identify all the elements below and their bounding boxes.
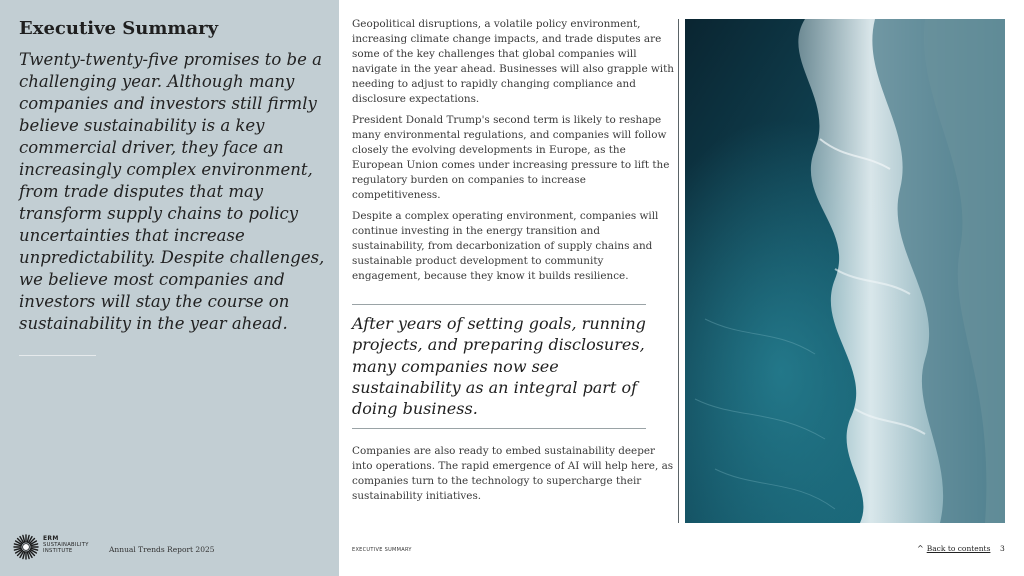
- body-paragraph-2: President Donald Trump's second term is likely to reshape many environmental regulations, and companies will follow closely the evolving developments in Europe, as the European Union comes under increasing pressure to lift the regulatory burden on companies to increase competitiveness.: [352, 114, 670, 201]
- chevron-up-icon: ^: [917, 544, 924, 553]
- back-to-contents-link[interactable]: [917, 544, 990, 553]
- column-divider: [678, 19, 679, 523]
- section-label: EXECUTIVE SUMMARY: [352, 547, 412, 553]
- page-number: 3: [1000, 544, 1005, 553]
- pull-quote: [352, 304, 646, 429]
- body-paragraph-1: Geopolitical disruptions, a volatile policy environment, increasing climate change impacts, and trade disputes are some of the key challenges that global companies will navigate in the year ahead. Businesses will also grapple with needing to adjust to rapidly changing compliance and disclosure expectations.: [352, 18, 674, 105]
- intro-statement: Twenty-twenty-five promises to be a challenging year. Although many companies and investors still firmly believe sustainability is a key commercial driver, they face an increasingly complex environment, from trade disputes that may transform supply chains to policy uncertainties that increase unpredictability. Despite challenges, we believe most companies and investors will stay the course on sustainability in the year ahead.: [19, 50, 325, 333]
- body-column: [352, 17, 674, 290]
- report-name: Annual Trends Report 2025: [109, 545, 215, 554]
- sunburst-logo-icon: [13, 534, 39, 560]
- logo-line-erm: ERM: [43, 535, 59, 542]
- closing-paragraph: Companies are also ready to embed sustainability deeper into operations. The rapid emergence of AI will help here, as companies turn to the technology to supercharge their sustainability initiatives.: [352, 445, 674, 502]
- logo-line-sustainability: SUSTAINABILITY: [43, 542, 89, 549]
- summary-panel: [0, 0, 339, 576]
- back-to-contents-label[interactable]: Back to contents: [926, 544, 991, 553]
- page-title: Executive Summary: [19, 18, 219, 39]
- logo-line-institute: INSTITUTE: [43, 548, 73, 555]
- body-paragraph-3: Despite a complex operating environment, companies will continue investing in the energy transition and sustainability, from decarbonization of supply chains and sustainable product development to community engagement, because they know it builds resilience.: [352, 210, 659, 282]
- ocean-wave-photo: [685, 19, 1005, 523]
- quote-bottom-rule: [352, 428, 646, 429]
- divider: [19, 355, 96, 356]
- logo-wordmark: [43, 536, 89, 555]
- pull-quote-text: After years of setting goals, running projects, and preparing disclosures, many companies now see sustainability as an integral part of doing business.: [352, 314, 646, 419]
